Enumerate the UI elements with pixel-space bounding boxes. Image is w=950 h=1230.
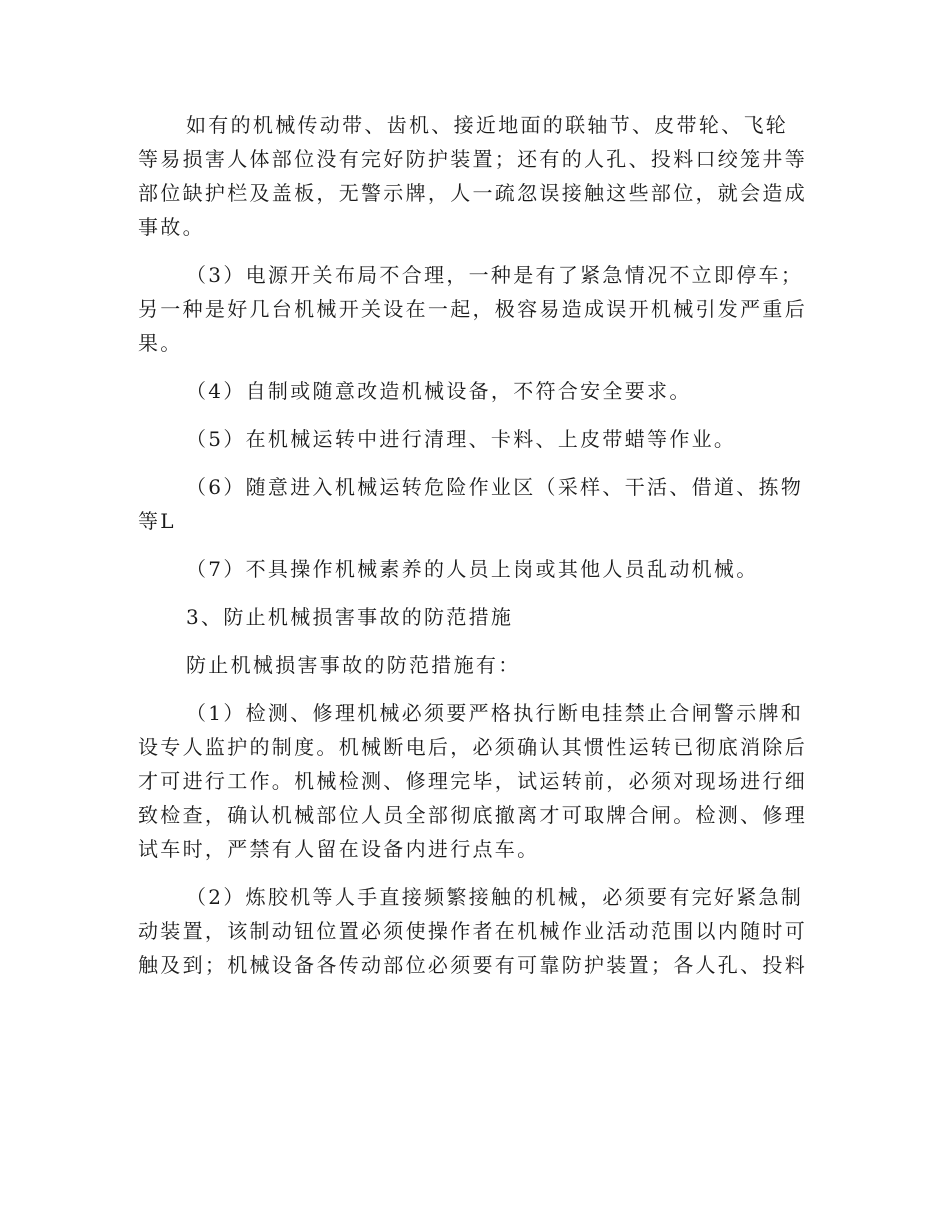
paragraph-measure-1: （1）检测、修理机械必须要严格执行断电挂禁止合闸警示牌和设专人监护的制度。机械断电后，必须确认其惯性运转已彻底消除后才可进行工作。机械检测、修理完毕，试运转前，必须对现场进行细致检查，确认机械部位人员全部彻底撤离才可取牌合闸。检测、修理试车时，严禁有人留在设备内进行点车。 [138, 701, 807, 861]
paragraph-item-5-cleaning: （5）在机械运转中进行清理、卡料、上皮带蜡等作业。 [186, 427, 737, 451]
paragraph-measure-2: （2）炼胶机等人手直接频繁接触的机械，必须要有完好紧急制动装置，该制动钮位置必须使操作者在机械作业活动范围以内随时可触及到；机械设备各传动部位必须要有可靠防护装置；各人孔、投料 [138, 885, 807, 977]
section-heading-prevention: 3、防止机械损害事故的防范措施 [186, 605, 514, 629]
paragraph-prevention-intro: 防止机械损害事故的防范措施有： [186, 653, 521, 677]
paragraph-item-6-danger-zone: （6）随意进入机械运转危险作业区（采样、干活、借道、拣物等L [138, 475, 804, 533]
paragraph-item-4-modification: （4）自制或随意改造机械设备，不符合安全要求。 [186, 379, 692, 403]
paragraph-item-7-unqualified: （7）不具操作机械素养的人员上岗或其他人员乱动机械。 [186, 557, 759, 581]
paragraph-guard-missing: 如有的机械传动带、齿机、接近地面的联轴节、皮带轮、飞轮等易损害人体部位没有完好防护装置；还有的人孔、投料口绞笼井等部位缺护栏及盖板，无警示牌，人一疏忽误接触这些部位，就会造成事故。 [138, 113, 807, 239]
paragraph-item-3-power-switch: （3）电源开关布局不合理，一种是有了紧急情况不立即停车；另一种是好几台机械开关设在一起，极容易造成误开机械引发严重后果。 [138, 263, 807, 355]
document-body [138, 108, 810, 996]
